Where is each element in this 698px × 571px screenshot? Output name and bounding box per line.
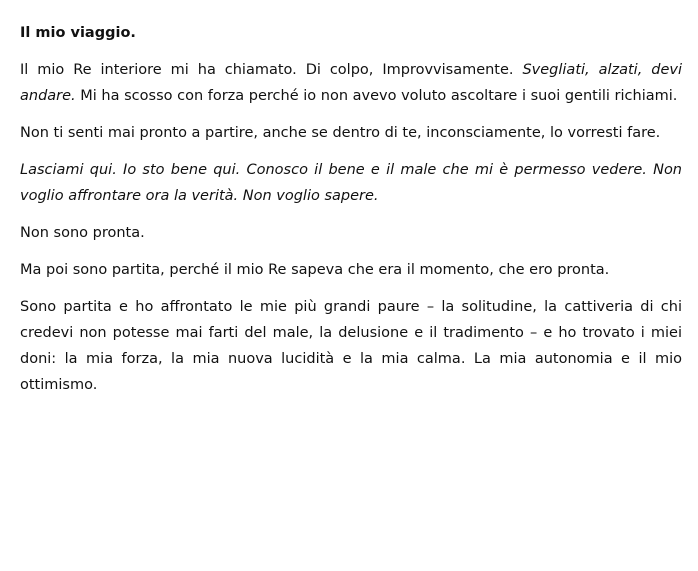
paragraph-1	[20, 57, 682, 109]
paragraph-2: Non ti senti mai pronto a partire, anche se dentro di te, inconsciamente, lo vorresti fare.	[20, 125, 661, 141]
paragraph-3	[20, 157, 682, 209]
paragraph-3-italic: Lasciami qui. Io sto bene qui. Conosco il bene e il male che mi è permesso vedere. Non voglio affrontare ora la verità. Non voglio sapere.	[20, 162, 682, 204]
paragraph-5: Ma poi sono partita, perché il mio Re sapeva che era il momento, che ero pronta.	[20, 262, 610, 278]
paragraph-4: Non sono pronta.	[20, 225, 145, 241]
paragraph-6: Sono partita e ho affrontato le mie più grandi paure – la solitudine, la cattiveria di chi credevi non potesse mai farti del male, la delusione e il tradimento – e ho trovato i miei doni: la mia forza, la mia nuova lucidità e la mia calma. La mia autonomia e il mio ottimismo.	[20, 299, 682, 393]
paragraph-1-italic: Svegliati, alzati, devi andare.	[20, 62, 682, 104]
document-title: Il mio viaggio.	[20, 25, 136, 41]
paragraph-1-text-b: Mi ha scosso con forza perché io non avevo voluto ascoltare i suoi gentili richiami.	[75, 88, 678, 104]
document-page	[20, 20, 682, 409]
paragraph-1-text-a: Il mio Re interiore mi ha chiamato. Di colpo, Improvvisamente.	[20, 62, 523, 78]
